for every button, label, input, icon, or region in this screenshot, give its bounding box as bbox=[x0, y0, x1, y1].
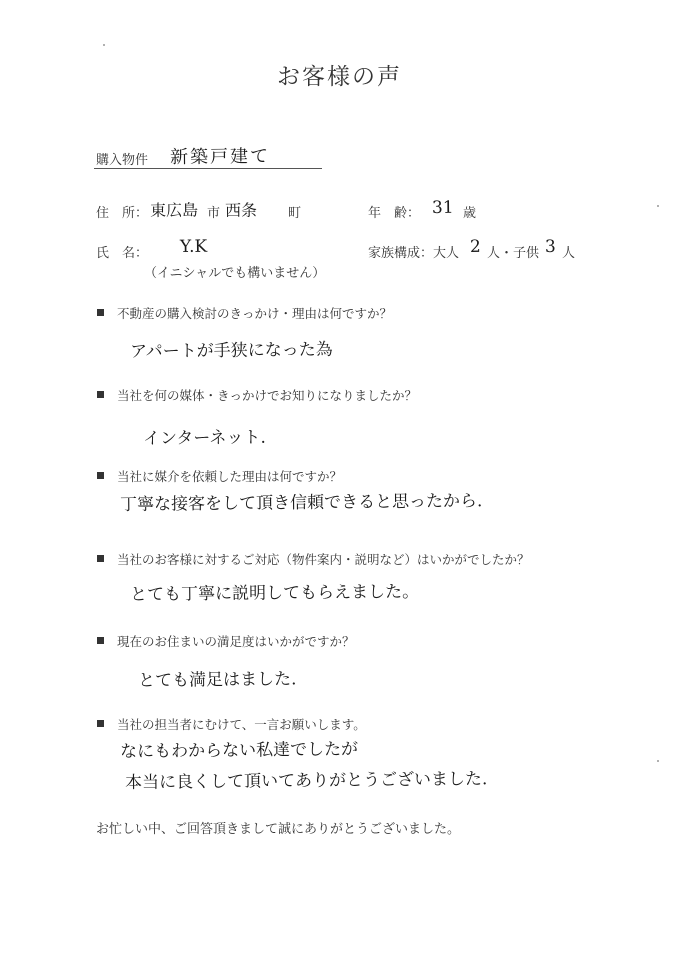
question-text: 現在のお住まいの満足度はいかがですか？ bbox=[117, 634, 355, 649]
question-bullet bbox=[97, 391, 104, 398]
family-adults-value: 2 bbox=[469, 236, 481, 257]
closing-message: お忙しい中、ご回答頂きまして誠にありがとうございました。 bbox=[96, 822, 461, 837]
page-title: お客様の声 bbox=[277, 64, 402, 90]
scan-speck bbox=[103, 44, 105, 46]
question-text: 当社を何の媒体・きっかけでお知りになりましたか？ bbox=[117, 388, 418, 403]
age-suffix: 歳 bbox=[463, 206, 477, 221]
answer-text: 丁寧な接客をして頂き信頼できると思ったから. bbox=[119, 491, 483, 515]
answer-text: なにもわからない私達でしたが bbox=[119, 739, 359, 762]
property-value: 新築戸建て bbox=[169, 145, 271, 168]
name-note: （イニシャルでも構いません） bbox=[144, 266, 326, 281]
answer-text: とても丁寧に説明してもらえました。 bbox=[129, 581, 420, 605]
question-bullet bbox=[97, 555, 104, 562]
question-bullet bbox=[97, 309, 104, 316]
address-town-suffix: 町 bbox=[288, 206, 302, 221]
age-label: 年 齢： bbox=[368, 206, 421, 221]
question-bullet bbox=[97, 720, 104, 727]
age-value: 31 bbox=[431, 197, 454, 218]
family-children-suffix: 人 bbox=[562, 246, 576, 261]
answer-text: とても満足はました. bbox=[137, 669, 297, 691]
question-bullet bbox=[97, 472, 104, 479]
question-text: 不動産の購入検討のきっかけ・理由は何ですか？ bbox=[117, 306, 393, 321]
property-label: 購入物件 bbox=[96, 153, 149, 168]
question-bullet bbox=[97, 637, 104, 644]
address-label: 住 所： bbox=[96, 206, 149, 221]
name-label: 氏 名： bbox=[96, 246, 149, 261]
scan-speck bbox=[657, 205, 659, 207]
answer-text: 本当に良くして頂いてありがとうございました. bbox=[124, 769, 488, 793]
address-city-suffix: 市 bbox=[207, 206, 221, 221]
family-children-value: 3 bbox=[544, 236, 556, 257]
name-value: Y.K bbox=[179, 236, 208, 257]
address-town-value: 西条 bbox=[224, 200, 258, 220]
family-adults-suffix: 人・子供 bbox=[487, 246, 540, 261]
question-text: 当社の担当者にむけて、一言お願いします。 bbox=[117, 717, 366, 732]
address-city-value: 東広島 bbox=[149, 200, 199, 220]
property-underline bbox=[94, 168, 322, 169]
question-text: 当社のお客様に対するご対応（物件案内・説明など）はいかがでしたか？ bbox=[117, 552, 530, 567]
question-text: 当社に媒介を依頼した理由は何ですか？ bbox=[117, 469, 343, 484]
scan-speck bbox=[657, 760, 659, 762]
family-label: 家族構成：大人 bbox=[368, 246, 460, 261]
answer-text: アパートが手狭になった為 bbox=[129, 339, 333, 362]
answer-text: インターネット. bbox=[142, 427, 266, 449]
